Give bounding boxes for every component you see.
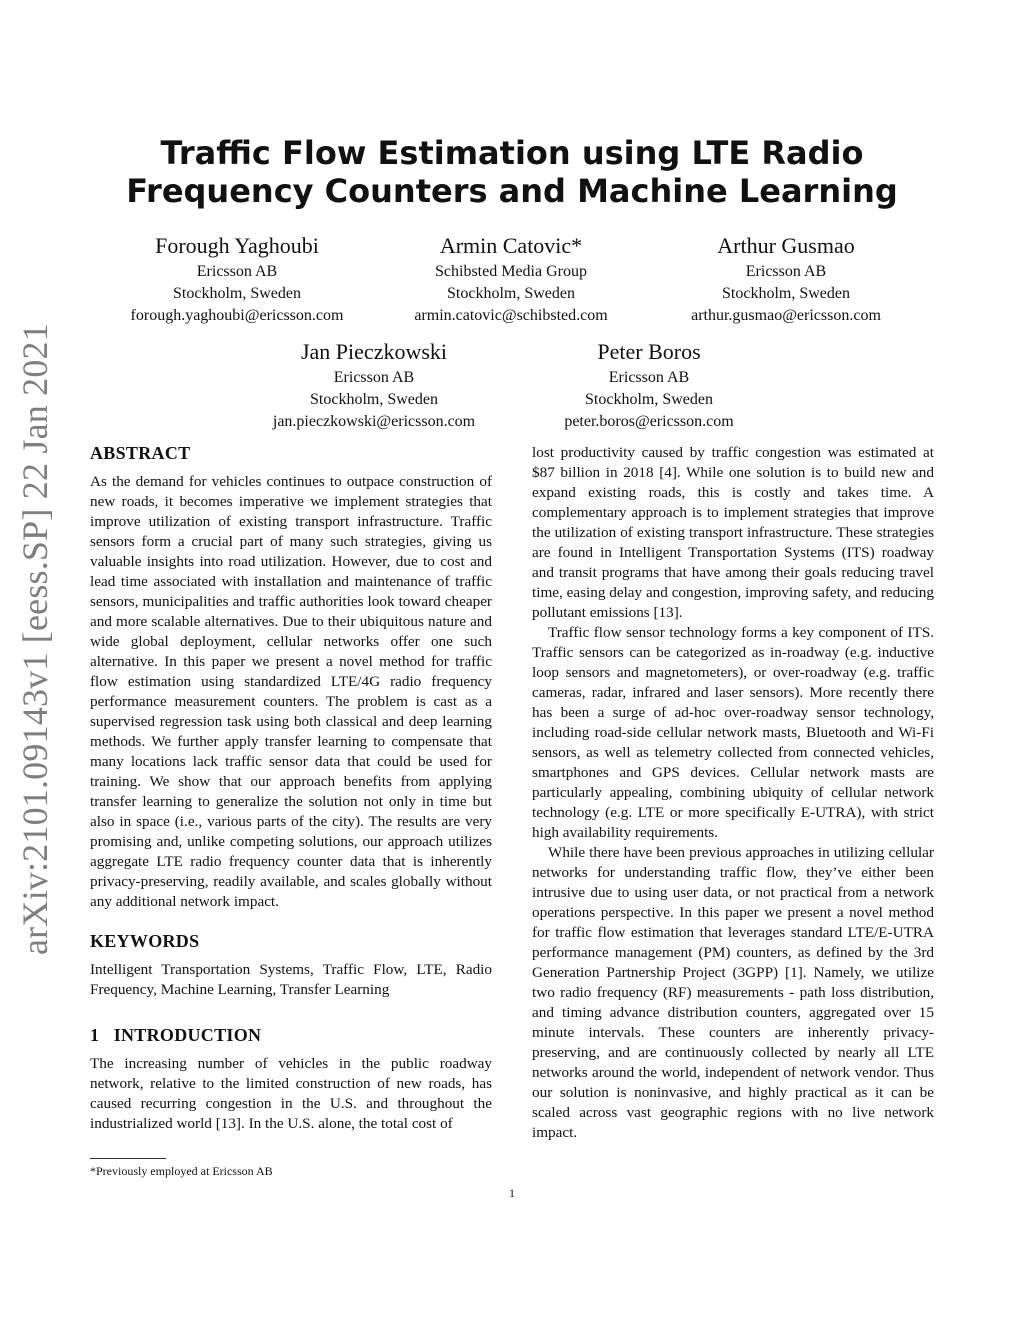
author-block-4 <box>224 339 524 433</box>
arxiv-identifier-stamp: arXiv:2101.09143v1 [eess.SP] 22 Jan 2021 <box>15 323 55 955</box>
right-column <box>532 443 934 1143</box>
author-email: peter.boros@ericsson.com <box>564 413 734 430</box>
paper-title: Traffic Flow Estimation using LTE Radio Frequency Counters and Machine Learning <box>126 134 898 210</box>
author-location: Stockholm, Sweden <box>310 391 438 408</box>
footnote-divider <box>90 1158 166 1159</box>
author-location: Stockholm, Sweden <box>722 285 850 302</box>
author-block-1 <box>87 233 387 327</box>
author-location: Stockholm, Sweden <box>447 285 575 302</box>
author-block-5 <box>499 339 799 433</box>
abstract-text: As the demand for vehicles continues to outpace construction of new roads, it becomes imperative we implement strategies that improve utilization of existing transport infrastructure. Traffic sensors form a crucial part of many such strategies, giving us valuable insights into road utilization. However, due to cost and lead time associated with installation and maintenance of traffic sensors, municipalities and traffic authorities look toward cheaper and more scalable alternatives. Due to their ubiquitous nature and wide global deployment, cellular networks offer one such alternative. In this paper we present a novel method for traffic flow estimation using standardized LTE/4G radio frequency performance measurement counters. The problem is cast as a supervised regression task using both classical and deep learning methods. We further apply transfer learning to compensate that many locations lack traffic sensor data that could be used for training. We show that our approach benefits from applying transfer learning to generalize the solution not only in time but also in space (i.e., various parts of the city). The results are very promising and, unlike competing solutions, our approach utilizes aggregate LTE radio frequency counter data that is inherently privacy-preserving, readily available, and scales globally without any additional network impact. <box>90 473 492 910</box>
footnote: *Previously employed at Ericsson AB <box>90 1164 273 1178</box>
page-number: 1 <box>509 1186 515 1200</box>
author-name: Arthur Gusmao <box>717 233 855 258</box>
introduction-text-left: The increasing number of vehicles in the public roadway network, relative to the limited construction of new roads, has caused recurring congestion in the U.S. and throughout the industrialized world [13]. In the U.S. alone, the total cost of <box>90 1055 492 1132</box>
author-name: Peter Boros <box>597 339 701 364</box>
author-location: Stockholm, Sweden <box>173 285 301 302</box>
introduction-paragraph-2: Traffic flow sensor technology forms a key component of ITS. Traffic sensors can be categorized as in-roadway (e.g. inductive loop sensors and magnetometers), or over-roadway (e.g. traffic cameras, radar, infrared and laser sensors). More recently there has been a surge of ad-hoc over-roadway sensor technology, including road-side cellular network masts, Bluetooth and Wi-Fi sensors, as well as telemetry collected from connected vehicles, smartphones and GPS devices. Cellular network masts are particularly appealing, combining ubiquity of cellular network technology (e.g. LTE or more specifically E-UTRA), with strict high availability requirements. <box>532 624 934 841</box>
author-email: jan.pieczkowski@ericsson.com <box>272 413 476 430</box>
introduction-heading: 1 INTRODUCTION <box>90 1025 262 1045</box>
author-affiliation: Ericsson AB <box>333 369 415 386</box>
introduction-paragraph-1: lost productivity caused by traffic congestion was estimated at $87 billion in 2018 [4]. While one solution is to build new and expand existing roads, this is costly and takes time. A complementary approach is to implement strategies that improve the utilization of existing transport infrastructure. These strategies are found in Intelligent Transportation Systems (ITS) roadway and transit programs that have among their goals reducing travel time, easing delay and congestion, improving safety, and reducing pollutant emissions [13]. <box>532 444 934 621</box>
author-block-2 <box>361 233 661 327</box>
author-affiliation: Ericsson AB <box>196 263 278 280</box>
author-email: forough.yaghoubi@ericsson.com <box>130 307 344 324</box>
author-location: Stockholm, Sweden <box>585 391 713 408</box>
author-affiliation: Ericsson AB <box>608 369 690 386</box>
author-name: Jan Pieczkowski <box>300 339 448 364</box>
author-affiliation: Schibsted Media Group <box>435 263 587 280</box>
keywords-text: Intelligent Transportation Systems, Traffic Flow, LTE, Radio Frequency, Machine Learning, Transfer Learning <box>90 961 492 998</box>
keywords-heading: KEYWORDS <box>90 931 200 951</box>
abstract-heading: ABSTRACT <box>90 443 191 463</box>
author-email: arthur.gusmao@ericsson.com <box>691 307 881 324</box>
left-column <box>90 442 492 1134</box>
author-email: armin.catovic@schibsted.com <box>414 307 608 324</box>
introduction-paragraph-3: While there have been previous approaches in utilizing cellular networks for understanding traffic flow, they’ve either been intrusive due to using user data, or not practical from a network operations perspective. In this paper we present a novel method for traffic flow estimation that leverages standard LTE/E-UTRA performance management (PM) counters, as defined by the 3rd Generation Partnership Project (3GPP) [1]. Namely, we utilize two radio frequency (RF) measurements - path loss distribution, and timing advance distribution counters, aggregated over 15 minute intervals. These counters are inherently privacy-preserving, and are continuously collected by nearly all LTE networks around the world, independent of network vendor. Thus our solution is noninvasive, and highly practical as it can be scaled across vast geographic regions with no live network impact. <box>532 844 934 1141</box>
author-block-3 <box>636 233 936 327</box>
author-name: Armin Catovic* <box>439 233 583 258</box>
author-name: Forough Yaghoubi <box>155 233 319 258</box>
author-affiliation: Ericsson AB <box>745 263 827 280</box>
